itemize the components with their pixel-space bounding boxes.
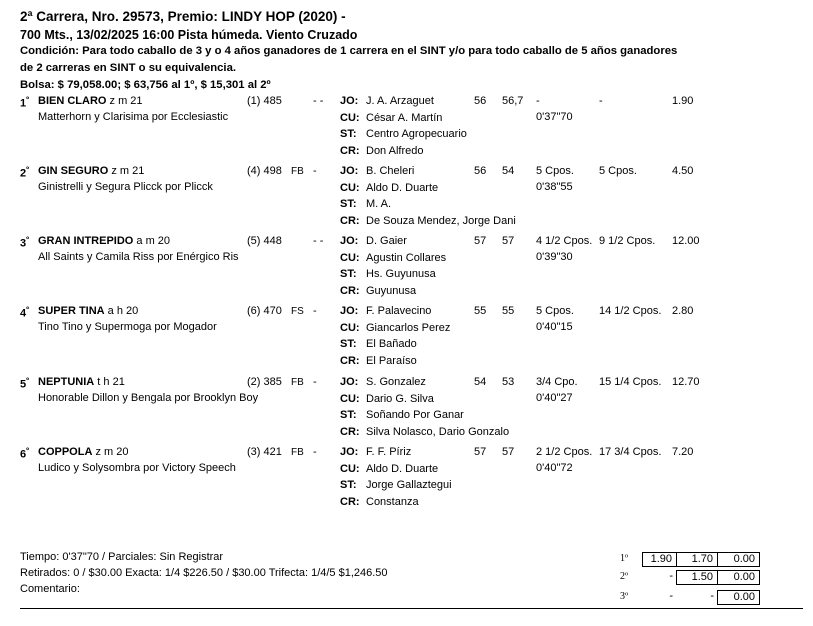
breeder-name: Constanza bbox=[366, 496, 419, 508]
jockey-name: J. A. Arzaguet bbox=[366, 95, 434, 107]
payout-place-label: 3º bbox=[620, 591, 629, 602]
race-purse: Bolsa: $ 79,058.00; $ 63,756 al 1º, $ 15,301 al 2º bbox=[20, 79, 271, 91]
weight-carried: 57 bbox=[502, 446, 515, 458]
horse-pedigree: Ludico y Solysombra por Victory Speech bbox=[38, 462, 236, 474]
post-weight: (6) 470 bbox=[247, 305, 282, 317]
weight-assigned: 56 bbox=[474, 165, 487, 177]
equipment: FB bbox=[291, 447, 304, 458]
horse-name: GRAN INTREPIDO a m 20 bbox=[38, 235, 171, 247]
weight-carried: 56,7 bbox=[502, 95, 524, 107]
payout-place: - bbox=[710, 590, 714, 602]
odds: 12.00 bbox=[672, 235, 700, 247]
payout-place: 1.50 bbox=[676, 570, 718, 585]
cumulative-margin: - bbox=[599, 95, 603, 107]
stud-label: ST: bbox=[340, 409, 357, 421]
weight-carried: 54 bbox=[502, 165, 515, 177]
weight-carried: 57 bbox=[502, 235, 515, 247]
post-weight: (3) 421 bbox=[247, 446, 282, 458]
equipment: FB bbox=[291, 166, 304, 177]
breeder-name: Silva Nolasco, Dario Gonzalo bbox=[366, 426, 510, 438]
scratched-exotics: Retirados: 0 / $30.00 Exacta: 1/4 $226.50 / $30.00 Trifecta: 1/4/5 $1,246.50 bbox=[20, 567, 388, 579]
trainer-name: Agustin Collares bbox=[366, 252, 447, 264]
stud-name: Hs. Guyunusa bbox=[366, 268, 436, 280]
placeholder-dash: - - bbox=[313, 235, 324, 247]
margin: 2 1/2 Cpos. bbox=[536, 446, 593, 458]
odds: 12.70 bbox=[672, 376, 700, 388]
weight-carried: 55 bbox=[502, 305, 515, 317]
breeder-name: Guyunusa bbox=[366, 285, 417, 297]
jockey-name: F. F. Píriz bbox=[366, 446, 412, 458]
horse-name: GIN SEGURO z m 21 bbox=[38, 165, 145, 177]
horse-pedigree: Tino Tino y Supermoga por Mogador bbox=[38, 321, 217, 333]
jockey-label: JO: bbox=[340, 305, 359, 317]
cumulative-margin: 9 1/2 Cpos. bbox=[599, 235, 656, 247]
jockey-name: B. Cheleri bbox=[366, 165, 415, 177]
margin: 3/4 Cpo. bbox=[536, 376, 578, 388]
jockey-label: JO: bbox=[340, 446, 359, 458]
breeder-label: CR: bbox=[340, 426, 360, 438]
jockey-label: JO: bbox=[340, 165, 359, 177]
finish-time: 0'40"27 bbox=[536, 392, 573, 404]
trainer-label: CU: bbox=[340, 252, 360, 264]
stud-label: ST: bbox=[340, 128, 357, 140]
trainer-label: CU: bbox=[340, 393, 360, 405]
stud-label: ST: bbox=[340, 198, 357, 210]
horse-name: COPPOLA z m 20 bbox=[38, 446, 129, 458]
finish-position: $3^º$ bbox=[20, 235, 30, 250]
horse-pedigree: Matterhorn y Clarisima por Ecclesiastic bbox=[38, 111, 229, 123]
post-weight: (4) 498 bbox=[247, 165, 282, 177]
trainer-name: Dario G. Silva bbox=[366, 393, 434, 405]
equipment: FB bbox=[291, 377, 304, 388]
finish-position: $4^º$ bbox=[20, 305, 30, 320]
payout-place-label: 1º bbox=[620, 553, 629, 564]
stud-name: Centro Agropecuario bbox=[366, 128, 467, 140]
jockey-label: JO: bbox=[340, 376, 359, 388]
breeder-label: CR: bbox=[340, 285, 360, 297]
race-condition-1: Condición: Para todo caballo de 3 y o 4 años ganadores de 1 carrera en el SINT y/o para todo caballo de 5 años ganadores bbox=[20, 45, 678, 57]
finish-time: 0'39"30 bbox=[536, 251, 573, 263]
placeholder-dash: - - bbox=[313, 95, 324, 107]
payout-place-label: 2º bbox=[620, 571, 629, 582]
trainer-label: CU: bbox=[340, 112, 360, 124]
result-entry bbox=[0, 305, 813, 377]
trainer-name: Aldo D. Duarte bbox=[366, 182, 439, 194]
jockey-label: JO: bbox=[340, 235, 359, 247]
finish-position: $6^º$ bbox=[20, 446, 30, 461]
finish-time: 0'40"72 bbox=[536, 462, 573, 474]
weight-assigned: 55 bbox=[474, 305, 487, 317]
breeder-name: De Souza Mendez, Jorge Dani bbox=[366, 215, 516, 227]
weight-assigned: 57 bbox=[474, 446, 487, 458]
stud-name: El Bañado bbox=[366, 338, 417, 350]
trainer-label: CU: bbox=[340, 463, 360, 475]
trainer-label: CU: bbox=[340, 322, 360, 334]
odds: 1.90 bbox=[672, 95, 694, 107]
weight-assigned: 56 bbox=[474, 95, 487, 107]
race-condition-2: de 2 carreras en SINT o su equivalencia. bbox=[20, 62, 236, 74]
trainer-name: Aldo D. Duarte bbox=[366, 463, 439, 475]
result-entry bbox=[0, 235, 813, 307]
payout-show: 0.00 bbox=[717, 552, 760, 567]
post-weight: (2) 385 bbox=[247, 376, 282, 388]
margin: - bbox=[536, 95, 540, 107]
result-entry bbox=[0, 95, 813, 167]
equipment: FS bbox=[291, 306, 304, 317]
finish-time: 0'37"70 bbox=[536, 111, 573, 123]
payout-show: 0.00 bbox=[717, 570, 760, 585]
payout-win: - bbox=[669, 570, 673, 582]
stud-label: ST: bbox=[340, 479, 357, 491]
stud-name: Jorge Gallaztegui bbox=[366, 479, 452, 491]
jockey-name: S. Gonzalez bbox=[366, 376, 426, 388]
horse-name: NEPTUNIA t h 21 bbox=[38, 376, 125, 388]
horse-pedigree: Honorable Dillon y Bengala por Brooklyn Boy bbox=[38, 392, 259, 404]
finish-position: $1^º$ bbox=[20, 95, 30, 110]
breeder-label: CR: bbox=[340, 496, 360, 508]
horse-pedigree: All Saints y Camila Riss por Enérgico Ris bbox=[38, 251, 239, 263]
odds: 4.50 bbox=[672, 165, 694, 177]
placeholder-dash: - bbox=[313, 305, 317, 317]
horse-name: BIEN CLARO z m 21 bbox=[38, 95, 143, 107]
odds: 2.80 bbox=[672, 305, 694, 317]
weight-carried: 53 bbox=[502, 376, 515, 388]
jockey-name: D. Gaier bbox=[366, 235, 407, 247]
weight-assigned: 54 bbox=[474, 376, 487, 388]
time-splits: Tiempo: 0'37"70 / Parciales: Sin Registrar bbox=[20, 551, 224, 563]
payout-show: 0.00 bbox=[717, 590, 760, 605]
breeder-label: CR: bbox=[340, 145, 360, 157]
payout-place: 1.70 bbox=[676, 552, 718, 567]
margin: 5 Cpos. bbox=[536, 305, 574, 317]
payout-win: 1.90 bbox=[642, 552, 677, 567]
margin: 4 1/2 Cpos. bbox=[536, 235, 593, 247]
result-entry bbox=[0, 446, 813, 518]
trainer-name: Giancarlos Perez bbox=[366, 322, 451, 334]
result-entry bbox=[0, 376, 813, 448]
weight-assigned: 57 bbox=[474, 235, 487, 247]
breeder-label: CR: bbox=[340, 355, 360, 367]
post-weight: (5) 448 bbox=[247, 235, 282, 247]
bottom-rule bbox=[20, 608, 803, 609]
comment-label: Comentario: bbox=[20, 583, 80, 595]
odds: 7.20 bbox=[672, 446, 694, 458]
finish-position: $5^º$ bbox=[20, 376, 30, 391]
placeholder-dash: - bbox=[313, 376, 317, 388]
stud-label: ST: bbox=[340, 338, 357, 350]
trainer-label: CU: bbox=[340, 182, 360, 194]
post-weight: (1) 485 bbox=[247, 95, 282, 107]
stud-name: Soñando Por Ganar bbox=[366, 409, 464, 421]
cumulative-margin: 14 1/2 Cpos. bbox=[599, 305, 662, 317]
cumulative-margin: 15 1/4 Cpos. bbox=[599, 376, 662, 388]
breeder-name: El Paraíso bbox=[366, 355, 417, 367]
margin: 5 Cpos. bbox=[536, 165, 574, 177]
breeder-name: Don Alfredo bbox=[366, 145, 424, 157]
race-title: 2ª Carrera, Nro. 29573, Premio: LINDY HOP (2020) - bbox=[20, 9, 346, 24]
cumulative-margin: 5 Cpos. bbox=[599, 165, 637, 177]
stud-name: M. A. bbox=[366, 198, 392, 210]
stud-label: ST: bbox=[340, 268, 357, 280]
finish-position: $2^º$ bbox=[20, 165, 30, 180]
payout-win: - bbox=[669, 590, 673, 602]
result-entry bbox=[0, 165, 813, 237]
cumulative-margin: 17 3/4 Cpos. bbox=[599, 446, 662, 458]
horse-name: SUPER TINA a h 20 bbox=[38, 305, 139, 317]
horse-pedigree: Ginistrelli y Segura Plicck por Plicck bbox=[38, 181, 213, 193]
trainer-name: César A. Martín bbox=[366, 112, 443, 124]
jockey-label: JO: bbox=[340, 95, 359, 107]
placeholder-dash: - bbox=[313, 165, 317, 177]
finish-time: 0'38"55 bbox=[536, 181, 573, 193]
breeder-label: CR: bbox=[340, 215, 360, 227]
race-distance-date: 700 Mts., 13/02/2025 16:00 Pista húmeda. Viento Cruzado bbox=[20, 28, 358, 42]
placeholder-dash: - bbox=[313, 446, 317, 458]
finish-time: 0'40"15 bbox=[536, 321, 573, 333]
jockey-name: F. Palavecino bbox=[366, 305, 432, 317]
